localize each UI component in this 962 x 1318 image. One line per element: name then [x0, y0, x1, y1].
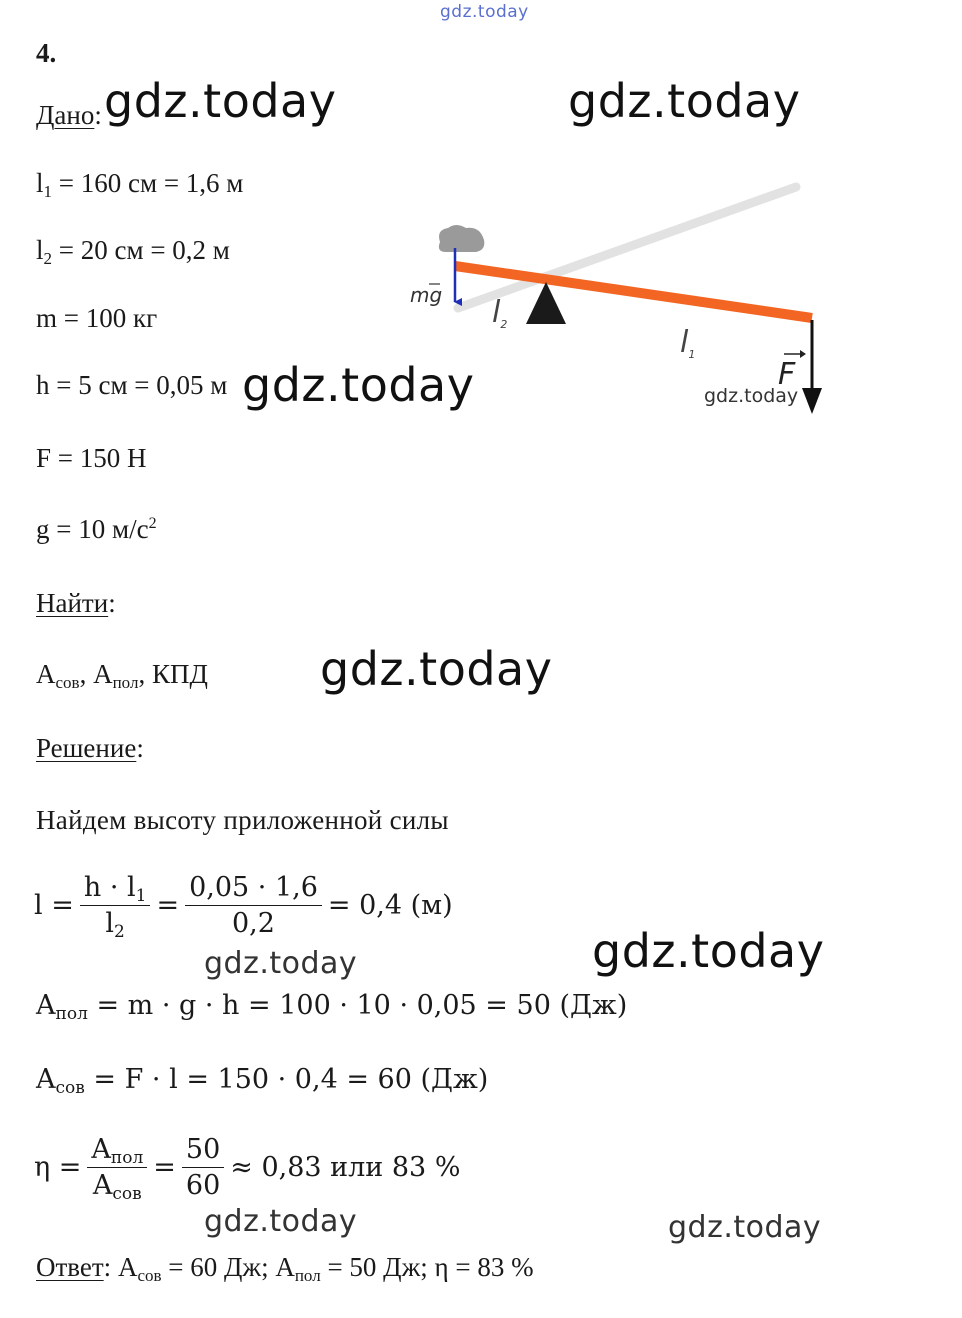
- l2-label: $l_2$: [492, 295, 508, 331]
- given-l1: $l_1 = 160$ см = 1,6 м: [36, 168, 244, 201]
- watermark: gdz.today: [204, 946, 358, 981]
- watermark: gdz.today: [204, 1204, 358, 1239]
- watermark: gdz.today: [242, 358, 475, 412]
- watermark: gdz.today: [704, 385, 799, 407]
- given-m: m = 100 кг: [36, 303, 158, 333]
- load-stone: [439, 225, 484, 252]
- find-header: Найти:: [36, 588, 116, 618]
- watermark: gdz.today: [668, 1210, 822, 1245]
- solution-label: Решение: [36, 733, 137, 763]
- given-l2: $l_2 = 20$ см = 0,2 м: [36, 235, 230, 268]
- fraction: $\frac{50}{60}$: [182, 1134, 224, 1201]
- mg-label: mg: [410, 283, 443, 307]
- find-label: Найти: [36, 588, 109, 618]
- answer-label: Ответ: [36, 1252, 104, 1282]
- watermark: gdz.today: [320, 642, 553, 696]
- given-h: h = 5 см = 0,05 м: [36, 370, 228, 400]
- fraction: $\frac{0,05 \cdot 1,6}{0,2}$: [185, 872, 322, 939]
- watermark-top: gdz.today: [440, 2, 529, 22]
- lever-diagram: [400, 170, 840, 430]
- given-F: F = 150 Н: [36, 443, 147, 473]
- solution-header: Решение:: [36, 733, 144, 763]
- find-values: $A_{сов}$, $A_{пол}$, КПД: [36, 659, 208, 692]
- watermark: gdz.today: [592, 924, 825, 978]
- equation-height: l = $\frac{h \cdot l_1}{l_2}$ = $\frac{0,05 \cdot 1,6}{0,2}$ = 0,4 (м): [34, 872, 453, 942]
- given-colon: :: [94, 100, 102, 130]
- fulcrum: [526, 282, 566, 324]
- F-label: F: [778, 357, 796, 392]
- given-label: Дано: [36, 100, 95, 130]
- fraction: $\frac{A_{пол}}{A_{сов}}$: [87, 1134, 147, 1201]
- l1-label: $l_1$: [680, 325, 696, 361]
- fraction: $\frac{h \cdot l_1}{l_2}$: [80, 872, 151, 939]
- problem-number: 4.: [36, 38, 57, 68]
- solution-intro: Найдем высоту приложенной силы: [36, 805, 449, 835]
- equation-efficiency: η = $\frac{A_{пол}}{A_{сов}}$ = $\frac{50}{60}$ ≈ 0,83 или 83 %: [34, 1134, 461, 1204]
- equation-total-work: $A_{сов} = F \cdot l = 150 \cdot 0,4 = 60$ (Дж): [36, 1064, 489, 1098]
- watermark: gdz.today: [568, 74, 801, 128]
- answer: Ответ: $A_{сов} = 60$ Дж; $A_{пол} = 50$ Дж; η = 83 %: [36, 1252, 534, 1285]
- applied-force-arrowhead: [802, 388, 822, 414]
- given-g: g = 10 $м/с^2$: [36, 514, 157, 544]
- given-header: [36, 100, 102, 131]
- watermark: gdz.today: [104, 74, 337, 128]
- equation-useful-work: $A_{пол} = m \cdot g \cdot h = 100 \cdot 10 \cdot 0,05 = 50$ (Дж): [36, 990, 628, 1024]
